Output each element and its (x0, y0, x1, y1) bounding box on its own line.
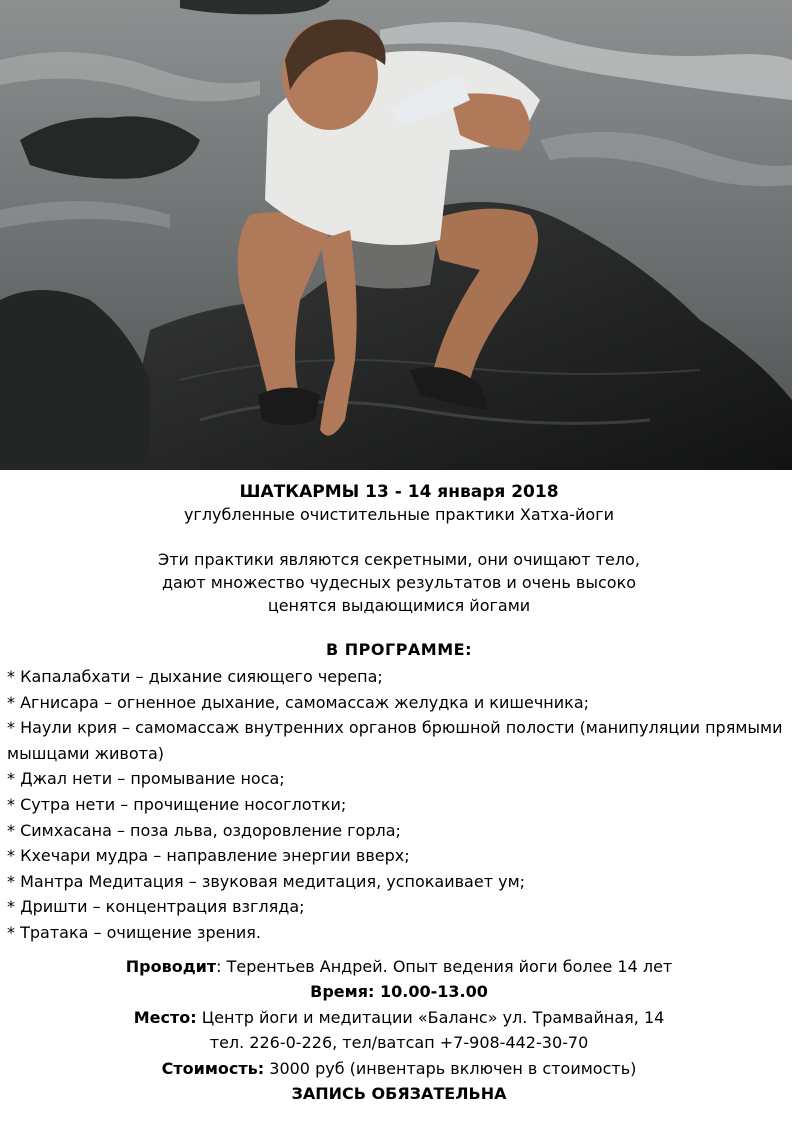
program-item: * Сутра нети – прочищение носоглотки; (7, 794, 347, 814)
place-line (0, 1005, 798, 1031)
event-details (0, 954, 798, 1107)
program-heading: В ПРОГРАММЕ: (326, 640, 472, 659)
yoga-neti-photo (0, 0, 792, 470)
intro-line: ценятся выдающимися йогами (267, 596, 531, 615)
intro-line: дают множество чудесных результатов и очень высоко (161, 573, 637, 592)
program-item: * Тратака – очищение зрения. (7, 922, 262, 942)
header-photo (0, 0, 792, 470)
program-item: * Симхасана – поза льва, оздоровление горла; (7, 820, 401, 840)
program-item: * Наули крия – самомассаж внутренних органов брюшной полости (манипуляции прямыми мышцами живота) (7, 718, 783, 763)
program-item: * Дришти – концентрация взгляда; (7, 897, 305, 917)
host-label: Проводит (125, 956, 217, 976)
host-value: : Терентьев Андрей. Опыт ведения йоги более 14 лет (216, 956, 673, 976)
host-line (0, 954, 798, 980)
announcement-text (0, 478, 798, 1107)
program-item: * Мантра Медитация – звуковая медитация, успокаивает ум; (7, 871, 526, 891)
signup-text: ЗАПИСЬ ОБЯЗАТЕЛЬНА (291, 1084, 507, 1104)
time-line (0, 979, 798, 1005)
price-line (0, 1056, 798, 1082)
program-item: * Агнисара – огненное дыхание, самомассаж желудка и кишечника; (7, 692, 590, 712)
intro-paragraph (0, 548, 798, 617)
place-label: Место: (133, 1007, 197, 1027)
program-item: * Капалабхати – дыхание сияющего черепа; (7, 667, 383, 686)
event-title: ШАТКАРМЫ 13 - 14 января 2018 (239, 482, 559, 502)
place-value: Центр йоги и медитации «Баланс» ул. Трамвайная, 14 (196, 1007, 665, 1027)
price-label: Стоимость: (161, 1058, 265, 1078)
intro-line: Эти практики являются секретными, они очищают тело, (158, 550, 640, 569)
time-value: 10.00-13.00 (374, 982, 488, 1002)
event-subtitle: углубленные очистительные практики Хатха-йоги (183, 505, 615, 524)
phones-line: тел. 226-0-226, тел/ватсап +7-908-442-30-70 (209, 1033, 589, 1053)
program-item: * Кхечари мудра – направление энергии вверх; (7, 846, 410, 866)
signup-notice (0, 1081, 798, 1107)
program-item: * Джал нети – промывание носа; (7, 769, 285, 789)
time-label: Время: (310, 982, 375, 1002)
price-value: 3000 руб (инвентарь включен в стоимость) (264, 1058, 637, 1078)
program-list (0, 664, 798, 946)
